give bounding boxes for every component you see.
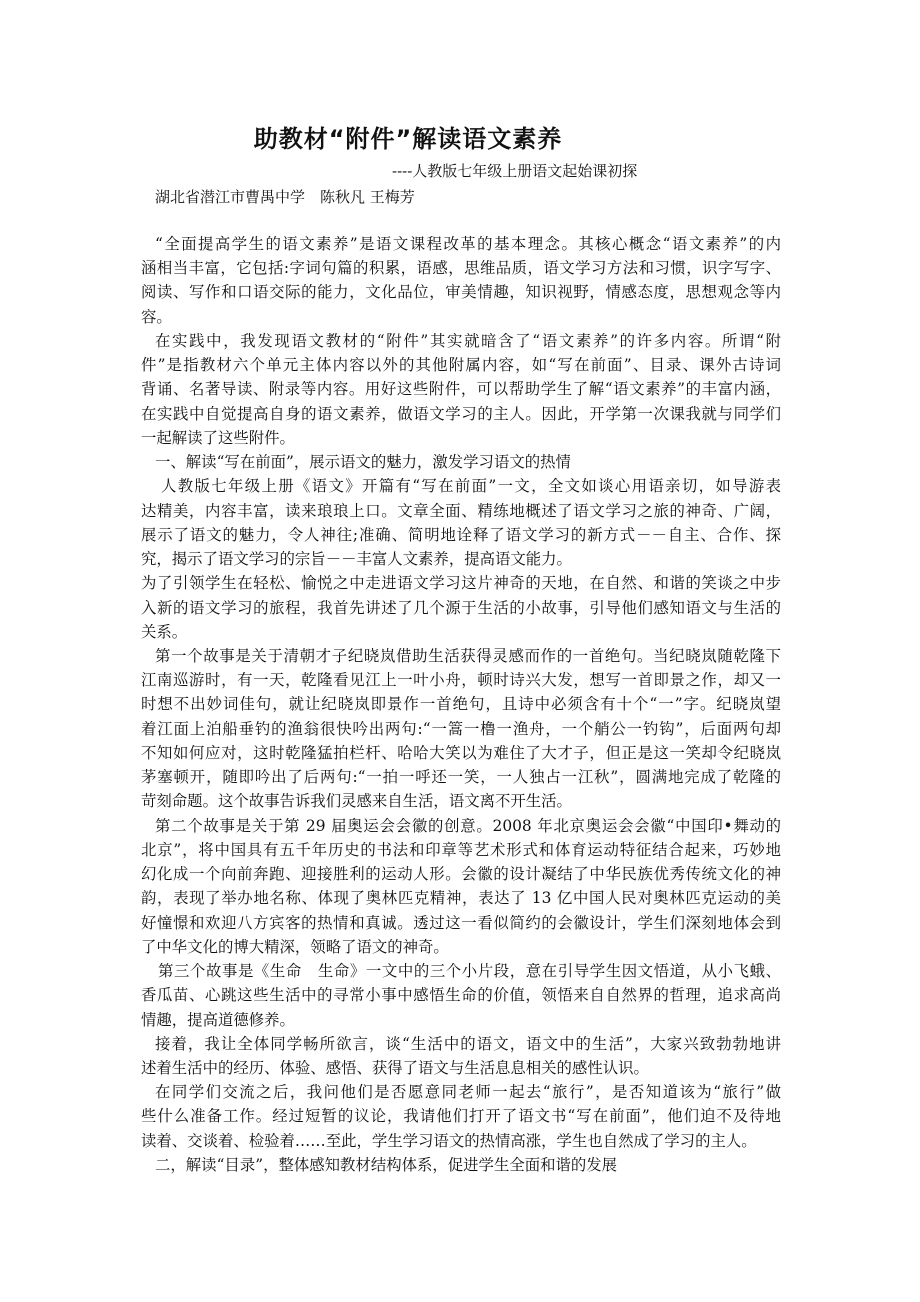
text-line: 达精美，内容丰富，读来琅琅上口。文章全面、精练地概述了语文学习之旅的神奇、广阔， [141,501,781,520]
text-line: 展示了语文的魅力，令人神往;准确、简明地诠释了语文学习的新方式－－自主、合作、探 [141,525,781,544]
text-line: 江南巡游时，有一天，乾隆看见江上一叶小舟，顿时诗兴大发，想写一首即景之作，却又一 [141,671,781,690]
text-line: 着江面上泊船垂钓的渔翁很快吟出两句:“一篙一橹一渔舟，一个艄公一钓钩”，后面两句却 [141,719,781,738]
document-title: 助教材“附件”解读语文素养 [253,125,563,153]
text-line: 好憧憬和欢迎八方宾客的热情和真诚。透过这一看似简约的会徽设计，学生们深刻地体会到 [141,913,781,932]
text-line: 情趣，提高道德修养。 [141,1010,295,1029]
text-line: 第一个故事是关于清朝才子纪晓岚借助生活获得灵感而作的一首绝句。当纪晓岚随乾隆下 [155,646,781,665]
text-line: 人教版七年级上册《语文》开篇有“写在前面”一文，全文如谈心用语亲切，如导游表 [161,477,781,496]
text-line: 苛刻命题。这个故事告诉我们灵感来自生活，语文离不开生活。 [141,792,572,811]
text-line: 些什么准备工作。经过短暂的议论，我请他们打开了语文书“写在前面”，他们迫不及待地 [141,1107,781,1126]
author-line: 湖北省潜江市曹禺中学 陈秋凡 王梅芳 [155,188,415,206]
text-line: 涵相当丰富，它包括:字词句篇的积累，语感，思维品质，语文学习方法和习惯，识字写字、 [141,259,781,278]
paragraph [141,232,781,329]
paragraph [141,959,781,1032]
text-line: 读着、交谈着、检验着……至此，学生学习语文的热情高涨，学生也自然成了学习的主人。 [141,1131,757,1150]
paragraph [141,571,781,644]
text-line: 不知如何应对，这时乾隆猛拍栏杆、哈哈大笑以为难住了大才子，但正是这一笑却令纪晓岚 [141,743,781,762]
text-line: 时想不出妙词佳句，就让纪晓岚即景作一首绝句，且诗中必须含有十个“一”字。纪晓岚望 [141,695,781,714]
text-line: 韵，表现了举办地名称、体现了奥林匹克精神，表达了 13 亿中国人民对奥林匹克运动的美 [141,889,781,908]
text-line: 二，解读“目录”，整体感知教材结构体系，促进学生全面和谐的发展 [155,1155,618,1174]
paragraph [141,644,781,814]
text-line: 香瓜苗、心跳这些生活中的寻常小事中感悟生命的价值，领悟来自自然界的哲理，追求高尚 [141,986,781,1005]
text-line: 一起解读了这些附件。 [141,428,295,447]
document-subtitle: ----人教版七年级上册语文起始课初探 [392,162,638,180]
paragraph [141,1080,781,1153]
text-line: 背诵、名著导读、附录等内容。用好这些附件，可以帮助学生了解“语文素养”的丰富内涵， [141,380,781,399]
text-line: 件”是指教材六个单元主体内容以外的其他附属内容，如“写在前面”、目录、课外古诗词 [141,356,781,375]
text-line: 为了引领学生在轻松、愉悦之中走进语文学习这片神奇的天地，在自然、和谐的笑谈之中步 [141,574,781,593]
paragraph [141,329,781,450]
text-line: 述着生活中的经历、体验、感悟、获得了语文与生活息息相关的感性认识。 [141,1058,649,1077]
text-line: 第二个故事是关于第 29 届奥运会会徽的创意。2008 年北京奥运会会徽“中国印•舞动的 [155,816,781,835]
text-line: 接着，我让全体同学畅所欲言，谈“生活中的语文，语文中的生活”，大家兴致勃勃地讲 [155,1034,781,1053]
paragraph [141,1032,781,1080]
text-line: 一、解读“写在前面”，展示语文的魅力，激发学习语文的热情 [155,453,571,472]
text-line: 入新的语文学习的旅程，我首先讲述了几个源于生活的小故事，引导他们感知语文与生活的 [141,598,781,617]
paragraph [141,450,781,474]
text-line: 关系。 [141,622,188,641]
text-line: 究，揭示了语文学习的宗旨－－丰富人文素养，提高语文能力。 [141,550,572,569]
paragraph [141,814,781,959]
text-line: 在同学们交流之后，我问他们是否愿意同老师一起去“旅行”，是否知道该为“旅行”做 [155,1083,781,1102]
text-line: 在实践中自觉提高自身的语文素养，做语文学习的主人。因此，开学第一次课我就与同学们 [141,404,781,423]
text-line: 容。 [141,307,172,326]
text-line: 在实践中，我发现语文教材的“附件”其实就暗含了“语文素养”的许多内容。所谓“附 [155,331,781,350]
text-line: 茅塞顿开，随即吟出了后两句:“一拍一呼还一笑，一人独占一江秋”，圆满地完成了乾隆的 [141,768,781,787]
paragraph [141,1153,781,1177]
text-line: 阅读、写作和口语交际的能力，文化品位，审美情趣，知识视野，情感态度，思想观念等内 [141,283,781,302]
text-line: 幻化成一个向前奔跑、迎接胜利的运动人形。会徽的设计凝结了中华民族优秀传统文化的神 [141,865,781,884]
text-line: 第三个故事是《生命 生命》一文中的三个小片段，意在引导学生因文悟道，从小飞蛾、 [158,962,781,981]
document-body [141,232,781,1177]
text-line: “全面提高学生的语文素养”是语文课程改革的基本理念。其核心概念“语文素养”的内 [155,235,781,253]
text-line: 了中华文化的博大精深，领略了语文的神奇。 [141,937,449,956]
paragraph [141,474,781,571]
text-line: 北京”，将中国具有五千年历史的书法和印章等艺术形式和体育运动特征结合起来，巧妙地 [141,840,781,859]
